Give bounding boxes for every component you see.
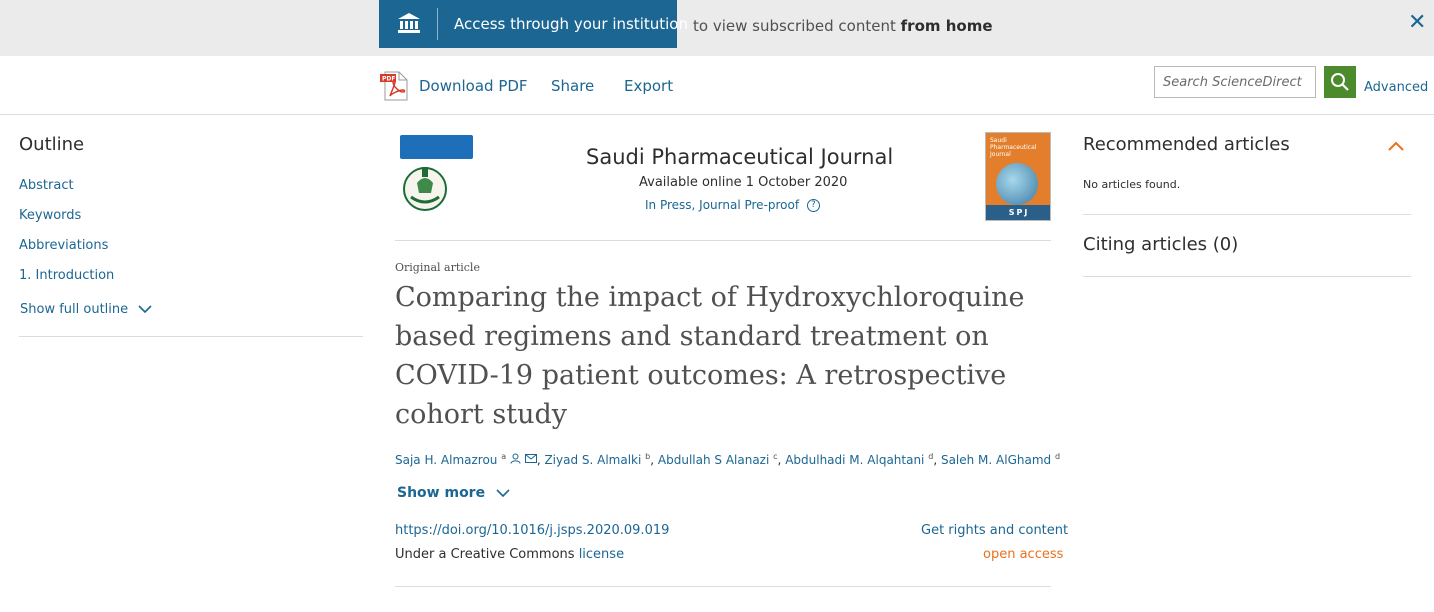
journal-title[interactable]: Saudi Pharmaceutical Journal — [586, 145, 894, 169]
author-link[interactable]: Abdulhadi M. Alqahtani — [785, 453, 925, 467]
outline-item-abstract[interactable]: Abstract — [19, 178, 74, 193]
article-type: Original article — [395, 261, 480, 274]
divider — [1083, 214, 1411, 215]
chevron-up-icon[interactable] — [1387, 140, 1405, 152]
institution-icon — [397, 12, 421, 34]
banner-message-text: to view subscribed content — [693, 17, 896, 35]
author-affiliation: c — [773, 452, 778, 461]
divider — [395, 240, 1051, 241]
license-info — [395, 547, 624, 562]
outline-title: Outline — [19, 134, 85, 155]
author-affiliation: a — [501, 452, 507, 461]
search-button[interactable] — [1324, 66, 1356, 98]
author-list — [395, 452, 1060, 467]
author-affiliation: d — [928, 452, 934, 461]
journal-status-label: In Press, Journal Pre-proof — [645, 198, 800, 212]
divider — [395, 586, 1051, 587]
share-button[interactable]: Share — [551, 77, 595, 95]
author-link[interactable]: Abdullah S Alanazi — [657, 453, 770, 467]
show-more-label: Show more — [397, 485, 486, 501]
author-separator: , — [650, 453, 658, 467]
author-affiliation: d — [1054, 452, 1061, 461]
show-more-button[interactable] — [397, 485, 510, 501]
journal-status[interactable] — [645, 198, 820, 212]
emblem-logo — [401, 163, 449, 211]
chevron-down-icon — [496, 489, 510, 498]
institution-banner — [0, 0, 1434, 56]
author-separator: , — [933, 453, 941, 467]
license-link[interactable]: license — [578, 547, 625, 562]
article-toolbar — [0, 56, 1434, 115]
cover-image — [996, 163, 1038, 205]
search-icon — [1324, 66, 1356, 98]
banner-message-bold: from home — [900, 17, 993, 35]
doi-link[interactable]: https://doi.org/10.1016/j.jsps.2020.09.019 — [395, 523, 670, 538]
banner-message — [693, 17, 993, 35]
show-full-outline-button[interactable] — [20, 302, 152, 317]
cover-title: Saudi Pharmaceutical Journal — [990, 137, 1037, 158]
availability-date: Available online 1 October 2020 — [639, 175, 848, 190]
outline-item-abbreviations[interactable]: Abbreviations — [19, 238, 109, 253]
license-prefix: Under a Creative Commons — [395, 547, 575, 562]
email-icon[interactable] — [525, 454, 537, 464]
citing-articles-title[interactable]: Citing articles (0) — [1083, 234, 1239, 255]
search-input[interactable] — [1154, 66, 1316, 98]
recommended-articles-title[interactable]: Recommended articles — [1083, 134, 1290, 155]
outline-item-keywords[interactable]: Keywords — [19, 208, 82, 223]
author-affiliation: b — [645, 452, 651, 461]
cover-band: SPJ — [986, 205, 1051, 221]
recommended-empty-message: No articles found. — [1083, 178, 1181, 191]
chevron-down-icon — [138, 305, 152, 314]
journal-cover[interactable] — [985, 132, 1051, 221]
show-full-outline-label: Show full outline — [20, 302, 129, 317]
help-icon[interactable]: ? — [807, 199, 820, 212]
university-logo — [400, 135, 473, 159]
person-icon[interactable] — [510, 453, 521, 464]
divider — [1083, 276, 1411, 277]
article-title: Comparing the impact of Hydroxychloroquine based regimens and standard treatment on COVID-19 patient outcomes: A retrospective cohort study — [395, 282, 1025, 430]
pdf-icon[interactable] — [379, 70, 409, 102]
author-link[interactable]: Ziyad S. Almalki — [544, 453, 642, 467]
divider — [19, 336, 363, 337]
rights-content-link[interactable]: Get rights and content — [921, 523, 1069, 538]
author-separator: , — [777, 453, 786, 467]
advanced-search-link[interactable]: Advanced — [1364, 80, 1429, 95]
access-institution-button[interactable] — [379, 0, 688, 48]
author-separator: , — [536, 453, 545, 467]
outline-item-introduction[interactable]: 1. Introduction — [19, 268, 115, 283]
author-link[interactable]: Saja H. Almazrou — [395, 453, 498, 467]
export-button[interactable]: Export — [624, 77, 674, 95]
author-link[interactable]: Saleh M. AlGhamd — [940, 453, 1052, 467]
access-institution-label: Access through your institution — [454, 15, 688, 33]
open-access-badge: open access — [983, 547, 1064, 562]
close-icon[interactable]: ✕ — [1408, 10, 1427, 35]
divider — [437, 8, 438, 40]
download-pdf-link[interactable]: Download PDF — [419, 77, 528, 95]
svg-text:PDF: PDF — [382, 75, 396, 83]
